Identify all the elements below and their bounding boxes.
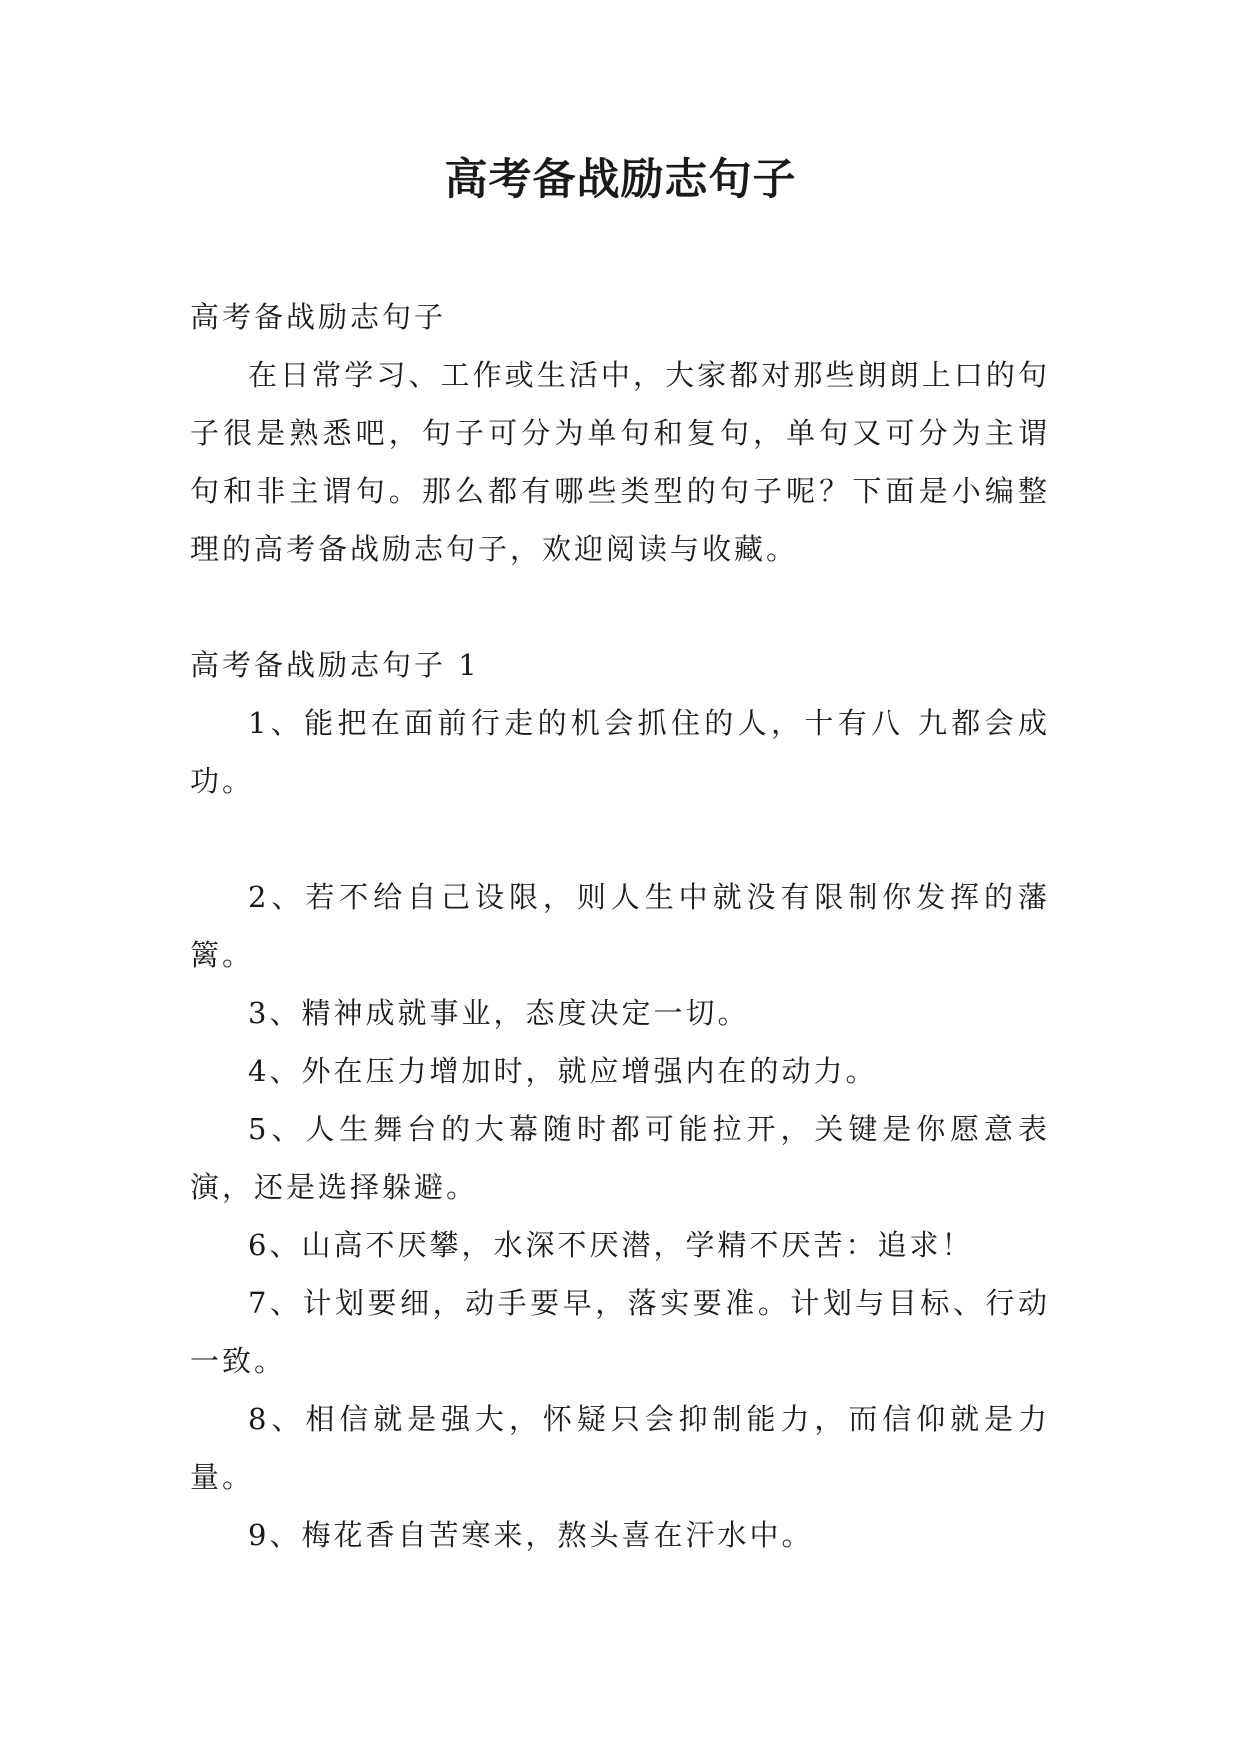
list-item: 8、相信就是强大，怀疑只会抑制能力，而信仰就是力量。 [190,1402,1050,1494]
list-item: 5、人生舞台的大幕随时都可能拉开，关键是你愿意表演，还是选择躲避。 [190,1112,1050,1204]
section-heading: 高考备战励志句子 [190,300,447,334]
list-item: 7、计划要细，动手要早，落实要准。计划与目标、行动一致。 [190,1286,1050,1378]
list-item: 1、能把在面前行走的机会抓住的人，十有八 九都会成功。 [190,706,1050,798]
list-item: 9、梅花香自苦寒来，熬头喜在汗水中。 [248,1518,814,1552]
document-body [190,288,1050,1564]
list-item: 4、外在压力增加时，就应增强内在的动力。 [248,1054,878,1088]
document-title: 高考备战励志句子 [444,155,797,205]
list-item: 2、若不给自己设限，则人生中就没有限制你发挥的藩篱。 [190,880,1050,972]
section-title: 高考备战励志句子 1 [190,648,480,682]
intro-paragraph: 在日常学习、工作或生活中，大家都对那些朗朗上口的句子很是熟悉吧，句子可分为单句和复句，单句又可分为主谓句和非主谓句。那么都有哪些类型的句子呢？下面是小编整理的高考备战励志句子，欢迎阅读与收藏。 [190,358,1050,566]
list-item: 3、精神成就事业，态度决定一切。 [248,996,750,1030]
list-item: 6、山高不厌攀，水深不厌潜，学精不厌苦：追求！ [248,1228,974,1262]
